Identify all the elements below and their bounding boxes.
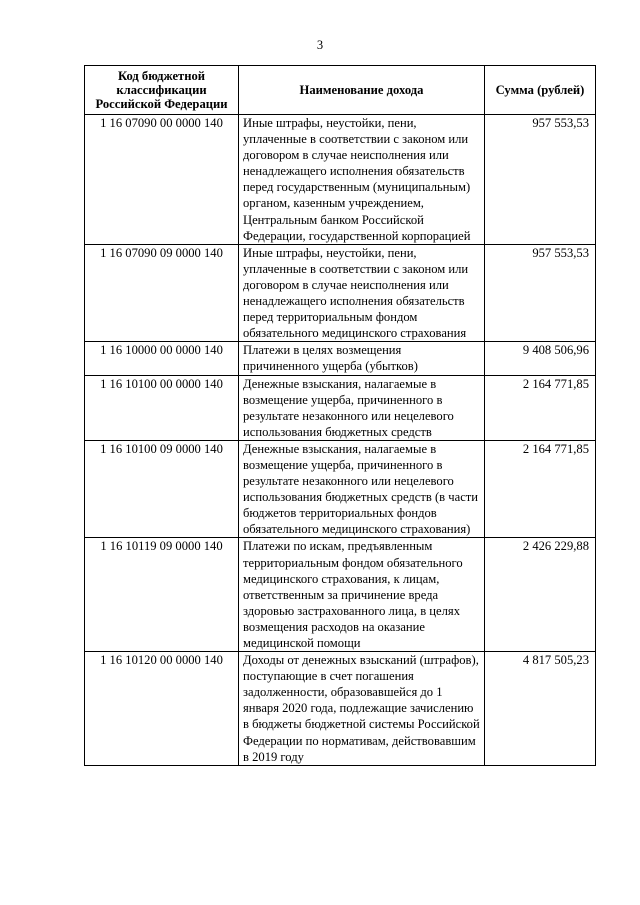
table-row — [85, 538, 596, 652]
budget-code: 1 16 07090 00 0000 140 — [85, 115, 239, 245]
amount: 957 553,53 — [485, 244, 596, 342]
table-row — [85, 440, 596, 538]
revenue-name: Денежные взыскания, налагаемые в возмещение ущерба, причиненного в результате незаконного или нецелевого использования бюджетных средств (в части бюджетов территориальных фондов обязательного медицинского страхования) — [239, 440, 485, 538]
amount: 4 817 505,23 — [485, 652, 596, 766]
table-row — [85, 652, 596, 766]
revenue-name: Иные штрафы, неустойки, пени, уплаченные в соответствии с законом или договором в случае неисполнения или ненадлежащего исполнения обязательств перед государственным (муниципальным) органом, казенным учреждением, Центральным банком Российской Федерации, государственной корпорацией — [239, 115, 485, 245]
revenue-name: Платежи по искам, предъявленным территориальным фондом обязательного медицинского страхования, к лицам, ответственным за причинение вреда здоровью застрахованного лица, в целях возмещения расходов на оказание медицинской помощи — [239, 538, 485, 652]
header-name: Наименование дохода — [239, 66, 485, 115]
amount: 2 164 771,85 — [485, 440, 596, 538]
table-header-row — [85, 66, 596, 115]
table-row — [85, 375, 596, 440]
revenue-name: Платежи в целях возмещения причиненного ущерба (убытков) — [239, 342, 485, 375]
amount: 2 426 229,88 — [485, 538, 596, 652]
header-code: Код бюджетной классификации Российской Федерации — [85, 66, 239, 115]
revenue-table — [84, 65, 596, 766]
page-number: 3 — [316, 38, 324, 52]
amount: 2 164 771,85 — [485, 375, 596, 440]
table-row — [85, 244, 596, 342]
budget-code: 1 16 10100 00 0000 140 — [85, 375, 239, 440]
budget-code: 1 16 10100 09 0000 140 — [85, 440, 239, 538]
revenue-name: Доходы от денежных взысканий (штрафов), поступающие в счет погашения задолженности, образовавшейся до 1 января 2020 года, подлежащие зачислению в бюджеты бюджетной системы Российской Федерации по нормативам, действовавшим в 2019 году — [239, 652, 485, 766]
table-row — [85, 342, 596, 375]
revenue-name: Иные штрафы, неустойки, пени, уплаченные в соответствии с законом или договором в случае неисполнения или ненадлежащего исполнения обязательств перед территориальным фондом обязательного медицинского страхования — [239, 244, 485, 342]
amount: 957 553,53 — [485, 115, 596, 245]
budget-code: 1 16 10120 00 0000 140 — [85, 652, 239, 766]
budget-code: 1 16 07090 09 0000 140 — [85, 244, 239, 342]
budget-code: 1 16 10000 00 0000 140 — [85, 342, 239, 375]
revenue-name: Денежные взыскания, налагаемые в возмещение ущерба, причиненного в результате незаконного или нецелевого использования бюджетных средств — [239, 375, 485, 440]
table-row — [85, 115, 596, 245]
budget-code: 1 16 10119 09 0000 140 — [85, 538, 239, 652]
amount: 9 408 506,96 — [485, 342, 596, 375]
header-amount: Сумма (рублей) — [485, 66, 596, 115]
